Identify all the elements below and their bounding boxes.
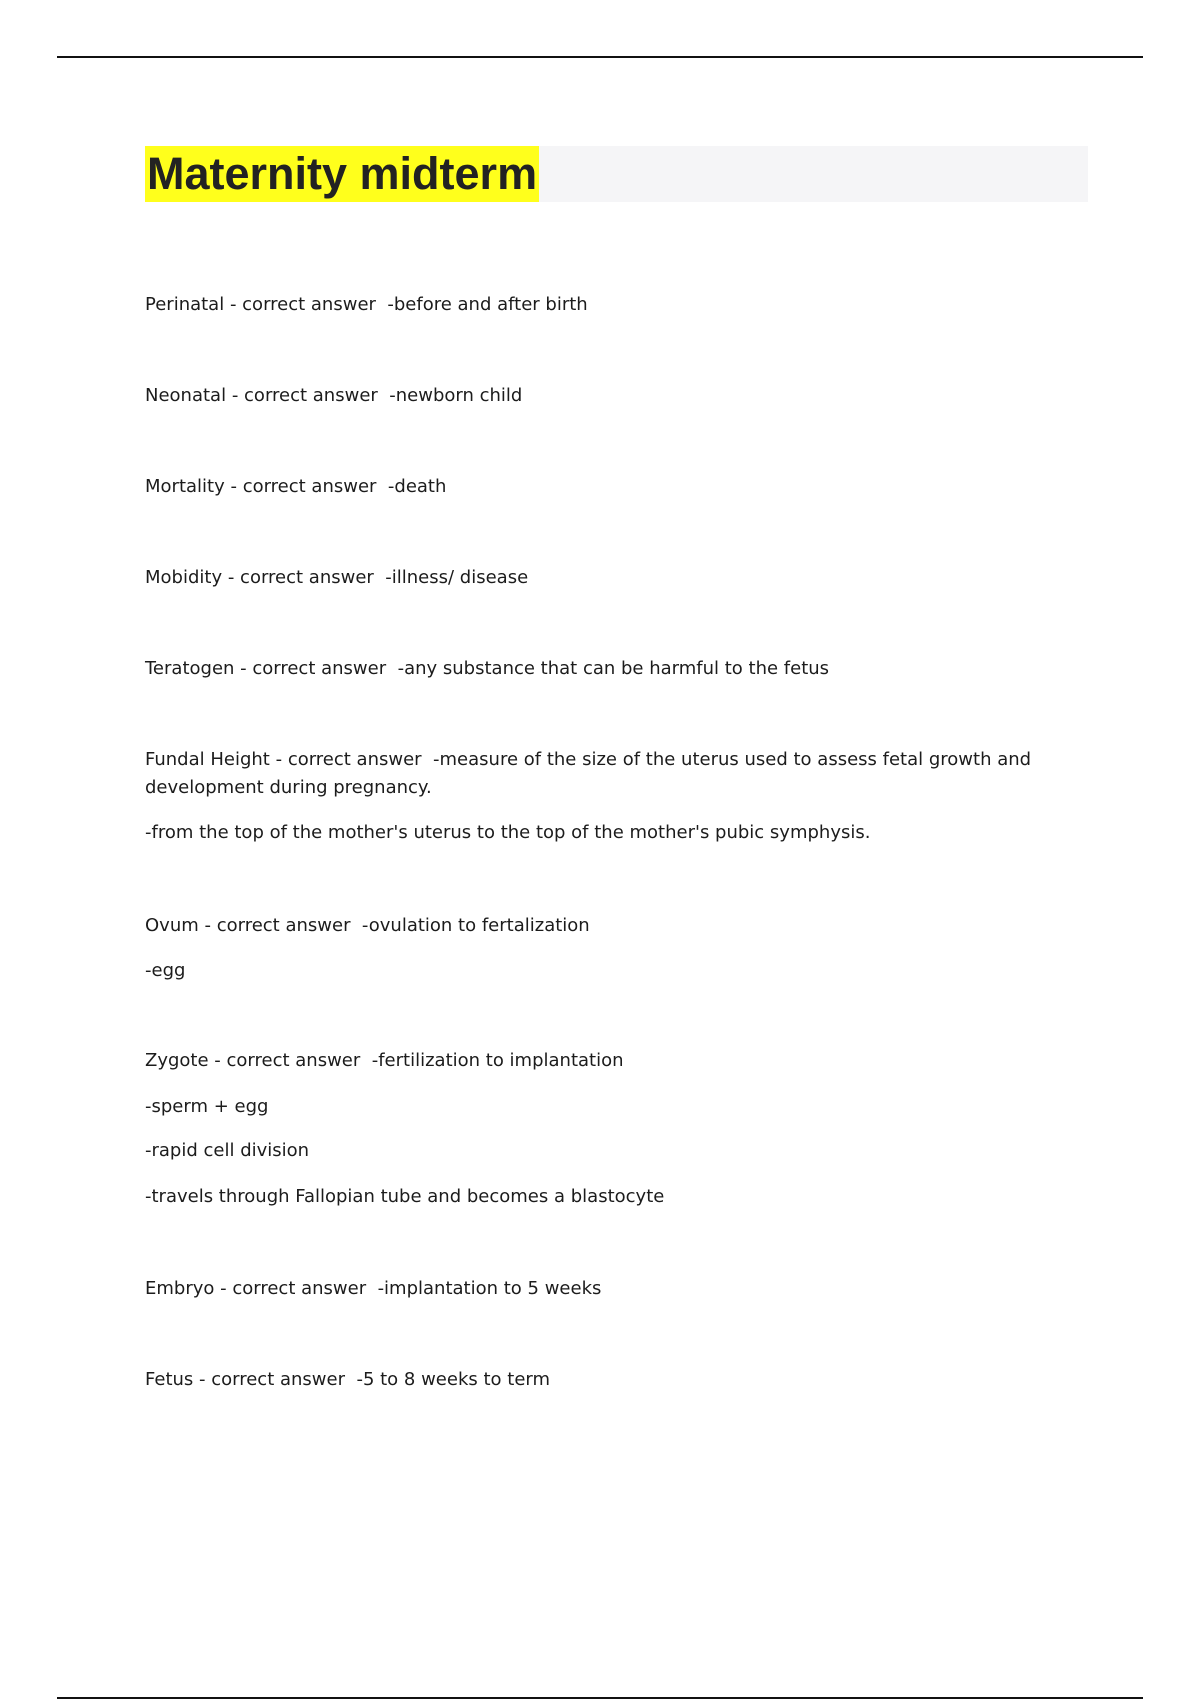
entry-definition: -measure of the size of the uterus used to assess fetal growth and development during pregnancy. [145,749,1037,798]
flashcard-entry [145,291,1045,319]
flashcard-entry [145,746,1045,847]
flashcard-entry [145,655,1045,683]
entry-term: Ovum [145,915,199,936]
entry-line [145,655,1045,683]
entry-separator: - correct answer [193,1369,357,1390]
page-top-rule [57,56,1143,58]
entry-line [145,1275,1045,1303]
document-title: Maternity midterm [145,146,539,202]
entry-definition: -ovulation to fertalization [361,915,590,936]
page-bottom-rule [57,1697,1143,1699]
entry-separator: - correct answer [214,1278,378,1299]
entry-extra-line: -egg [145,960,186,981]
entry-term: Mobidity [145,567,223,588]
entry-definition: -5 to 8 weeks to term [356,1369,551,1390]
entry-term: Embryo [145,1278,215,1299]
entry-line [145,912,1045,940]
entry-term: Zygote [145,1050,209,1071]
entry-term: Mortality [145,476,225,497]
entry-definition: -before and after birth [387,294,588,315]
entry-line [145,382,1045,410]
entry-separator: - correct answer [224,294,388,315]
flashcard-entry [145,382,1045,410]
entry-definition: -illness/ disease [385,567,529,588]
entry-extra-line: -from the top of the mother's uterus to the top of the mother's pubic symphysis. [145,822,871,843]
entry-separator: - correct answer [222,567,386,588]
entry-extra-line: -sperm + egg [145,1096,269,1117]
entry-line [145,746,1045,802]
flashcard-entry [145,564,1045,592]
flashcard-entry [145,1275,1045,1303]
entry-term: Fetus [145,1369,194,1390]
flashcard-entry [145,1366,1045,1394]
entry-term: Neonatal [145,385,227,406]
entry-definition: -any substance that can be harmful to the fetus [397,658,830,679]
entry-extra-line: -rapid cell division [145,1140,310,1161]
entry-separator: - correct answer [234,658,398,679]
entry-term: Fundal Height [145,749,270,770]
entry-term: Perinatal [145,294,225,315]
flashcard-entry [145,473,1045,501]
flashcard-entry [145,1047,1045,1211]
entry-line [145,564,1045,592]
entry-line [145,1366,1045,1394]
entry-definition: -death [387,476,447,497]
entry-separator: - correct answer [269,749,434,770]
entry-line [145,473,1045,501]
entry-line [145,1047,1045,1075]
entry-definition: -fertilization to implantation [371,1050,624,1071]
entry-extra-line: -travels through Fallopian tube and becomes a blastocyte [145,1186,665,1207]
entry-separator: - correct answer [226,385,390,406]
entry-separator: - correct answer [198,915,362,936]
entry-definition: -implantation to 5 weeks [377,1278,602,1299]
flashcard-entry [145,912,1045,985]
entry-line [145,291,1045,319]
entry-term: Teratogen [145,658,235,679]
entry-separator: - correct answer [224,476,388,497]
entry-definition: -newborn child [389,385,523,406]
entry-separator: - correct answer [208,1050,372,1071]
